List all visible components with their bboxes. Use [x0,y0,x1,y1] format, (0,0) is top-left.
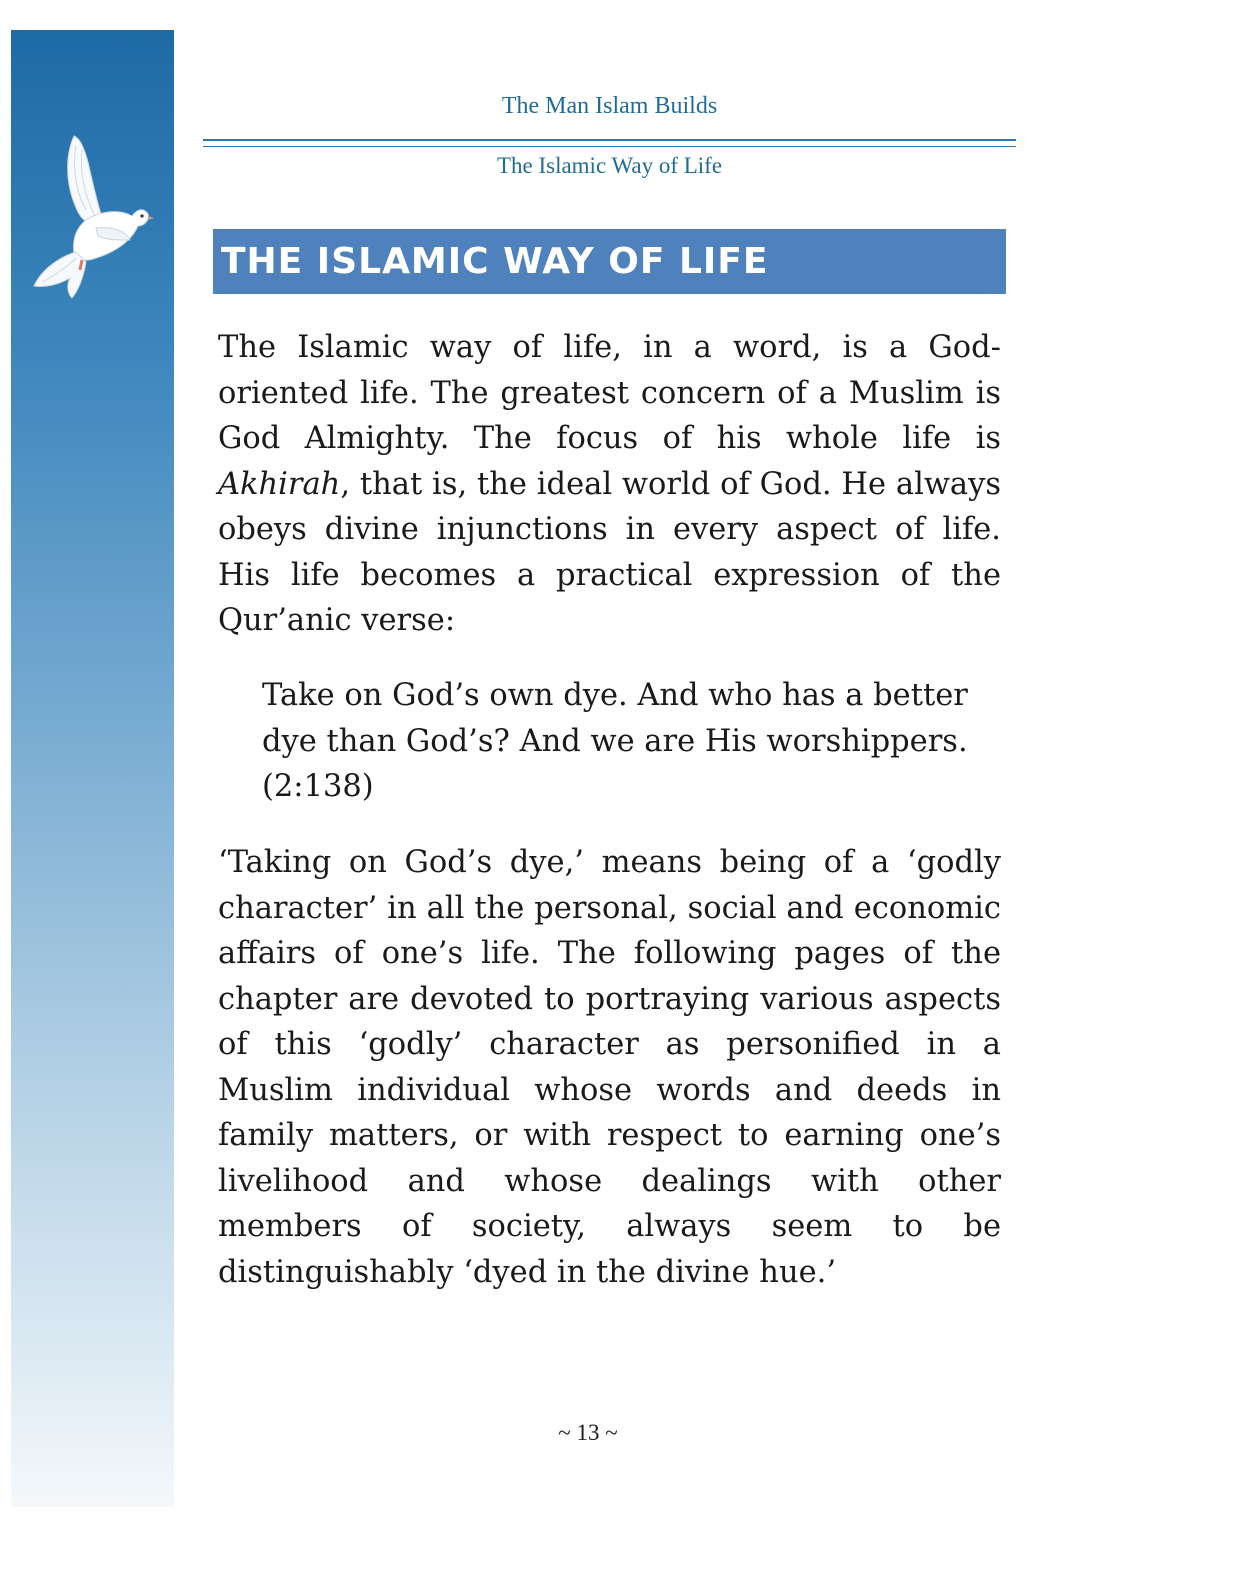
section-heading: THE ISLAMIC WAY OF LIFE [221,241,769,282]
header-rule-bottom [203,146,1016,147]
quote-text: Take on God’s own dye. And who has a better dye than God’s? And we are His worshippers. [262,678,968,759]
quran-quote [262,673,977,810]
body-paragraph-2: ‘Taking on God’s dye,’ means being of a ‘godly character’ in all the personal, social and economic affairs of one’s life. The following pages of the chapter are devoted to portraying various aspects of this ‘godly’ character as personified in a Muslim individual whose words and deeds in family matters, or with respect to earning one’s livelihood and whose dealings with other members of society, always seem to be distinguishably ‘dyed in the divine hue.’ [218,845,1001,1290]
italic-term: Akhirah [218,466,341,502]
page-number: ~ 13 ~ [558,1420,618,1445]
quote-reference: (2:138) [262,769,374,804]
paragraph-text: , that is, the ideal world of God. He always obeys divine injunctions in every aspect of life. His life becomes a practical expression of the Qur’anic verse: [218,466,1001,638]
body-paragraph-1 [218,325,1001,644]
paragraph-text: The Islamic way of life, in a word, is a God-oriented life. The greatest concern of a Muslim is God Almighty. The focus of his whole life is [218,330,1001,456]
dove-icon [26,128,156,308]
header-rule-top [203,139,1016,141]
running-header-chapter-title: The Islamic Way of Life [496,153,723,178]
running-header-book-title: The Man Islam Builds [501,93,718,119]
section-heading-bar [213,229,1006,294]
